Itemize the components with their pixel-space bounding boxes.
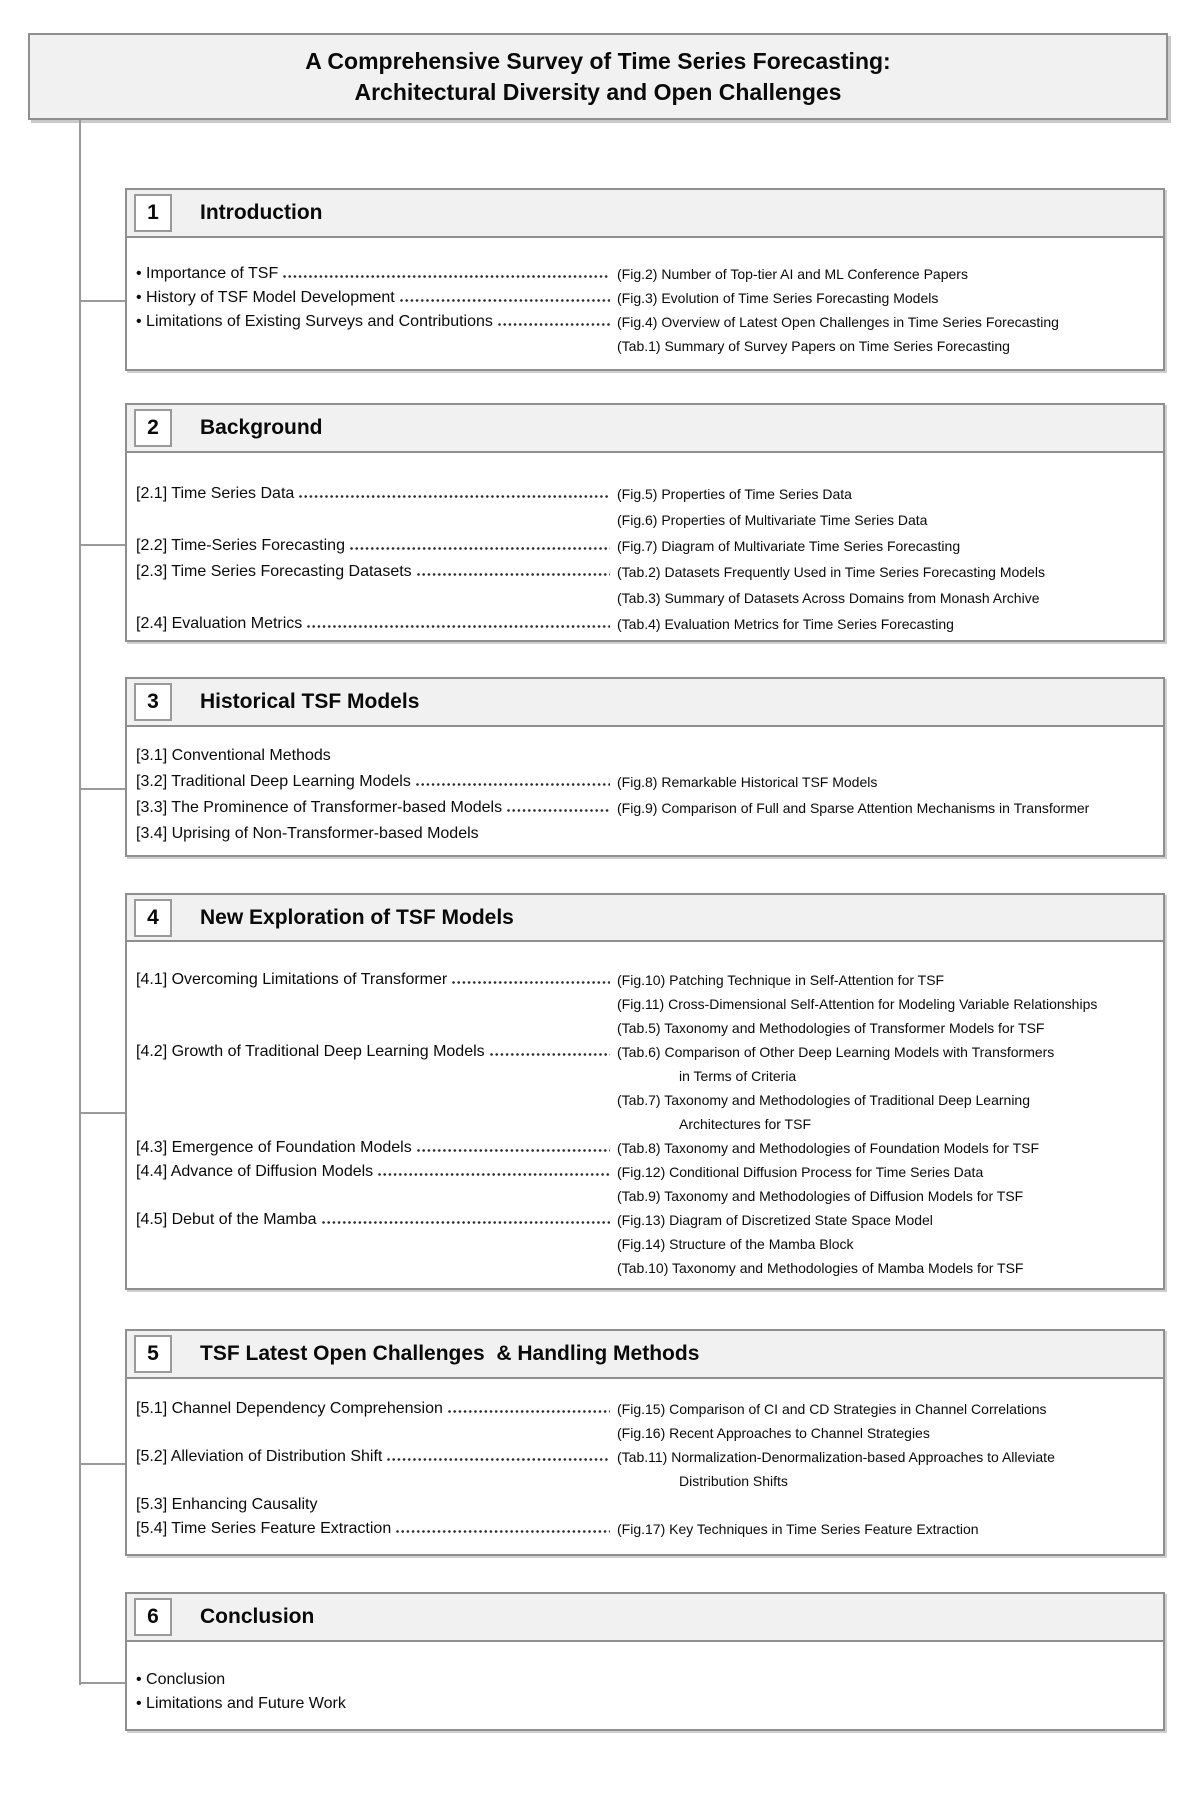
section-number-badge: 2 (134, 409, 172, 447)
toc-row (136, 821, 1159, 847)
section-header (127, 679, 1163, 727)
toc-ref-label: (Fig.4) Overview of Latest Open Challenges in Time Series Forecasting (617, 314, 1059, 330)
toc-item-cell (136, 537, 615, 555)
dotted-leader (417, 1149, 610, 1152)
toc-item-label: [4.3] Emergence of Foundation Models (136, 1139, 412, 1156)
section-number-badge: 3 (134, 683, 172, 721)
toc-item-label: [3.1] Conventional Methods (136, 747, 331, 764)
dotted-leader (452, 981, 610, 984)
toc-row (136, 1232, 1159, 1256)
toc-item-cell (136, 1043, 615, 1061)
toc-item-label: • Importance of TSF (136, 265, 279, 282)
toc-item-label: [5.1] Channel Dependency Comprehension (136, 1400, 443, 1417)
section-header (127, 1594, 1163, 1642)
toc-item-label: [2.1] Time Series Data (136, 485, 295, 502)
figure-title-box (28, 33, 1168, 120)
toc-item-label: [5.2] Alleviation of Distribution Shift (136, 1448, 383, 1465)
toc-ref-label: (Fig.6) Properties of Multivariate Time Series Data (617, 512, 928, 528)
connector-branch (79, 1463, 127, 1465)
toc-item-label: • Conclusion (136, 1671, 226, 1688)
toc-item-cell (136, 563, 615, 581)
toc-item-label: [4.4] Advance of Diffusion Models (136, 1163, 374, 1180)
toc-ref-label: (Tab.5) Taxonomy and Methodologies of Transformer Models for TSF (617, 1020, 1045, 1036)
toc-item-cell (136, 747, 615, 765)
toc-item-cell (136, 825, 615, 843)
section-content (127, 942, 1163, 1288)
toc-ref-label: (Tab.10) Taxonomy and Methodologies of Mamba Models for TSF (617, 1260, 1024, 1276)
section-title: Conclusion (200, 1605, 315, 1628)
toc-item-label: [3.4] Uprising of Non-Transformer-based Models (136, 825, 479, 842)
toc-item-cell (136, 615, 615, 633)
toc-row (136, 286, 1159, 310)
toc-item-label: • Limitations of Existing Surveys and Contributions (136, 313, 493, 330)
section-content (127, 727, 1163, 855)
toc-ref-label: (Fig.17) Key Techniques in Time Series Feature Extraction (617, 1521, 979, 1537)
dotted-leader (498, 323, 610, 326)
toc-row (136, 1421, 1159, 1445)
toc-item-cell (136, 1671, 615, 1689)
section-title: Background (200, 416, 323, 439)
toc-item-label: [5.3] Enhancing Causality (136, 1496, 318, 1513)
section-box-2 (125, 403, 1165, 642)
toc-ref-label: (Fig.9) Comparison of Full and Sparse Attention Mechanisms in Transformer (617, 800, 1090, 816)
toc-row (136, 795, 1159, 821)
toc-item-cell (136, 1496, 615, 1514)
connector-branch (79, 1682, 127, 1684)
toc-row (136, 1445, 1159, 1469)
toc-item-label: [2.2] Time-Series Forecasting (136, 537, 345, 554)
dotted-leader (490, 1053, 610, 1056)
dotted-leader (416, 783, 610, 786)
toc-ref-label: (Tab.11) Normalization-Denormalization-based Approaches to Alleviate (617, 1449, 1055, 1465)
dotted-leader (350, 547, 610, 550)
section-box-4 (125, 893, 1165, 1290)
toc-ref-label: in Terms of Criteria (679, 1068, 797, 1084)
dotted-leader (400, 299, 610, 302)
toc-item-cell (136, 313, 615, 331)
toc-ref-label: (Tab.3) Summary of Datasets Across Domains from Monash Archive (617, 590, 1040, 606)
toc-ref-label: (Tab.7) Taxonomy and Methodologies of Traditional Deep Learning (617, 1092, 1030, 1108)
toc-row (136, 1136, 1159, 1160)
toc-ref-label: (Fig.5) Properties of Time Series Data (617, 486, 852, 502)
toc-item-cell (136, 289, 615, 307)
dotted-leader (448, 1410, 610, 1413)
section-box-5 (125, 1329, 1165, 1556)
toc-ref-label: Distribution Shifts (679, 1473, 788, 1489)
section-header (127, 1331, 1163, 1379)
section-box-6 (125, 1592, 1165, 1731)
section-content (127, 238, 1163, 369)
section-content (127, 1379, 1163, 1554)
toc-ref-label: (Fig.8) Remarkable Historical TSF Models (617, 774, 878, 790)
section-box-3 (125, 677, 1165, 857)
toc-row (136, 611, 1159, 637)
toc-ref-label: (Fig.15) Comparison of CI and CD Strategies in Channel Correlations (617, 1401, 1047, 1417)
toc-row (136, 968, 1159, 992)
toc-item-label: • History of TSF Model Development (136, 289, 395, 306)
dotted-leader (283, 275, 610, 278)
toc-row (136, 310, 1159, 334)
dotted-leader (378, 1173, 610, 1176)
toc-ref-label: (Fig.7) Diagram of Multivariate Time Series Forecasting (617, 538, 961, 554)
toc-row (136, 507, 1159, 533)
toc-row (136, 743, 1159, 769)
toc-row (136, 1469, 1159, 1493)
toc-row (136, 1064, 1159, 1088)
toc-ref-label: (Fig.3) Evolution of Time Series Forecasting Models (617, 290, 939, 306)
toc-row (136, 1517, 1159, 1541)
figure-title-line2: Architectural Diversity and Open Challenges (354, 79, 842, 105)
dotted-leader (322, 1221, 610, 1224)
toc-row (136, 1016, 1159, 1040)
toc-row (136, 559, 1159, 585)
toc-item-label: [3.2] Traditional Deep Learning Models (136, 773, 411, 790)
toc-row (136, 1692, 1159, 1716)
section-title: New Exploration of TSF Models (200, 905, 514, 929)
toc-row (136, 769, 1159, 795)
connector-branch (79, 300, 127, 302)
toc-ref-label: (Fig.12) Conditional Diffusion Process for Time Series Data (617, 1164, 984, 1180)
toc-item-label: • Limitations and Future Work (136, 1695, 346, 1712)
toc-item-cell (136, 265, 615, 283)
toc-item-cell (136, 1400, 615, 1418)
dotted-leader (396, 1530, 610, 1533)
toc-item-label: [3.3] The Prominence of Transformer-based Models (136, 799, 503, 816)
connector-branch (79, 788, 127, 790)
section-number-badge: 5 (134, 1335, 172, 1373)
section-title: TSF Latest Open Challenges & Handling Methods (200, 1342, 700, 1365)
toc-ref-label: (Fig.14) Structure of the Mamba Block (617, 1236, 854, 1252)
dotted-leader (299, 495, 610, 498)
toc-row (136, 1668, 1159, 1692)
toc-row (136, 1112, 1159, 1136)
toc-row (136, 1208, 1159, 1232)
toc-ref-label: (Tab.6) Comparison of Other Deep Learning Models with Transformers (617, 1044, 1055, 1060)
toc-item-cell (136, 799, 615, 817)
toc-item-cell (136, 773, 615, 791)
toc-item-label: [4.2] Growth of Traditional Deep Learning Models (136, 1043, 485, 1060)
toc-item-label: [2.3] Time Series Forecasting Datasets (136, 563, 412, 580)
toc-ref-label: (Fig.16) Recent Approaches to Channel Strategies (617, 1425, 930, 1441)
toc-row (136, 334, 1159, 358)
toc-ref-label: (Fig.13) Diagram of Discretized State Space Model (617, 1212, 933, 1228)
toc-item-label: [4.1] Overcoming Limitations of Transformer (136, 971, 448, 988)
toc-item-cell (136, 1163, 615, 1181)
toc-item-label: [4.5] Debut of the Mamba (136, 1211, 317, 1228)
section-title: Historical TSF Models (200, 690, 420, 713)
connector-branch (79, 1112, 127, 1114)
toc-row (136, 585, 1159, 611)
toc-row (136, 533, 1159, 559)
dotted-leader (507, 809, 610, 812)
section-number-badge: 6 (134, 1598, 172, 1636)
toc-ref-label: (Tab.2) Datasets Frequently Used in Time Series Forecasting Models (617, 564, 1045, 580)
toc-item-label: [2.4] Evaluation Metrics (136, 615, 303, 632)
toc-item-cell (136, 971, 615, 989)
section-header (127, 895, 1163, 942)
toc-ref-label: Architectures for TSF (679, 1116, 812, 1132)
toc-ref-label: (Tab.8) Taxonomy and Methodologies of Foundation Models for TSF (617, 1140, 1040, 1156)
toc-row (136, 262, 1159, 286)
toc-item-cell (136, 485, 615, 503)
toc-ref-label: (Tab.4) Evaluation Metrics for Time Series Forecasting (617, 616, 954, 632)
section-header (127, 405, 1163, 453)
toc-row (136, 1160, 1159, 1184)
connector-branch (79, 544, 127, 546)
toc-row (136, 992, 1159, 1016)
section-number-badge: 4 (134, 899, 172, 937)
section-title: Introduction (200, 201, 323, 224)
toc-ref-label: (Fig.2) Number of Top-tier AI and ML Conference Papers (617, 266, 968, 282)
toc-row (136, 1493, 1159, 1517)
figure-title-line1: A Comprehensive Survey of Time Series Forecasting: (305, 48, 891, 74)
toc-item-cell (136, 1520, 615, 1538)
toc-row (136, 1397, 1159, 1421)
toc-ref-label: (Tab.9) Taxonomy and Methodologies of Diffusion Models for TSF (617, 1188, 1024, 1204)
toc-row (136, 1040, 1159, 1064)
dotted-leader (417, 573, 610, 576)
toc-item-cell (136, 1448, 615, 1466)
section-box-1 (125, 188, 1165, 371)
toc-item-cell (136, 1695, 615, 1713)
dotted-leader (307, 625, 610, 628)
dotted-leader (387, 1458, 610, 1461)
toc-row (136, 1088, 1159, 1112)
toc-item-label: [5.4] Time Series Feature Extraction (136, 1520, 392, 1537)
section-number-badge: 1 (134, 194, 172, 232)
section-content (127, 1642, 1163, 1729)
toc-item-cell (136, 1139, 615, 1157)
toc-ref-label: (Fig.11) Cross-Dimensional Self-Attention for Modeling Variable Relationships (617, 996, 1098, 1012)
section-content (127, 453, 1163, 640)
toc-item-cell (136, 1211, 615, 1229)
toc-row (136, 1256, 1159, 1280)
toc-ref-label: (Fig.10) Patching Technique in Self-Attention for TSF (617, 972, 945, 988)
toc-ref-label: (Tab.1) Summary of Survey Papers on Time Series Forecasting (617, 338, 1010, 354)
connector-trunk (79, 120, 81, 1685)
toc-row (136, 481, 1159, 507)
section-header (127, 190, 1163, 238)
toc-row (136, 1184, 1159, 1208)
